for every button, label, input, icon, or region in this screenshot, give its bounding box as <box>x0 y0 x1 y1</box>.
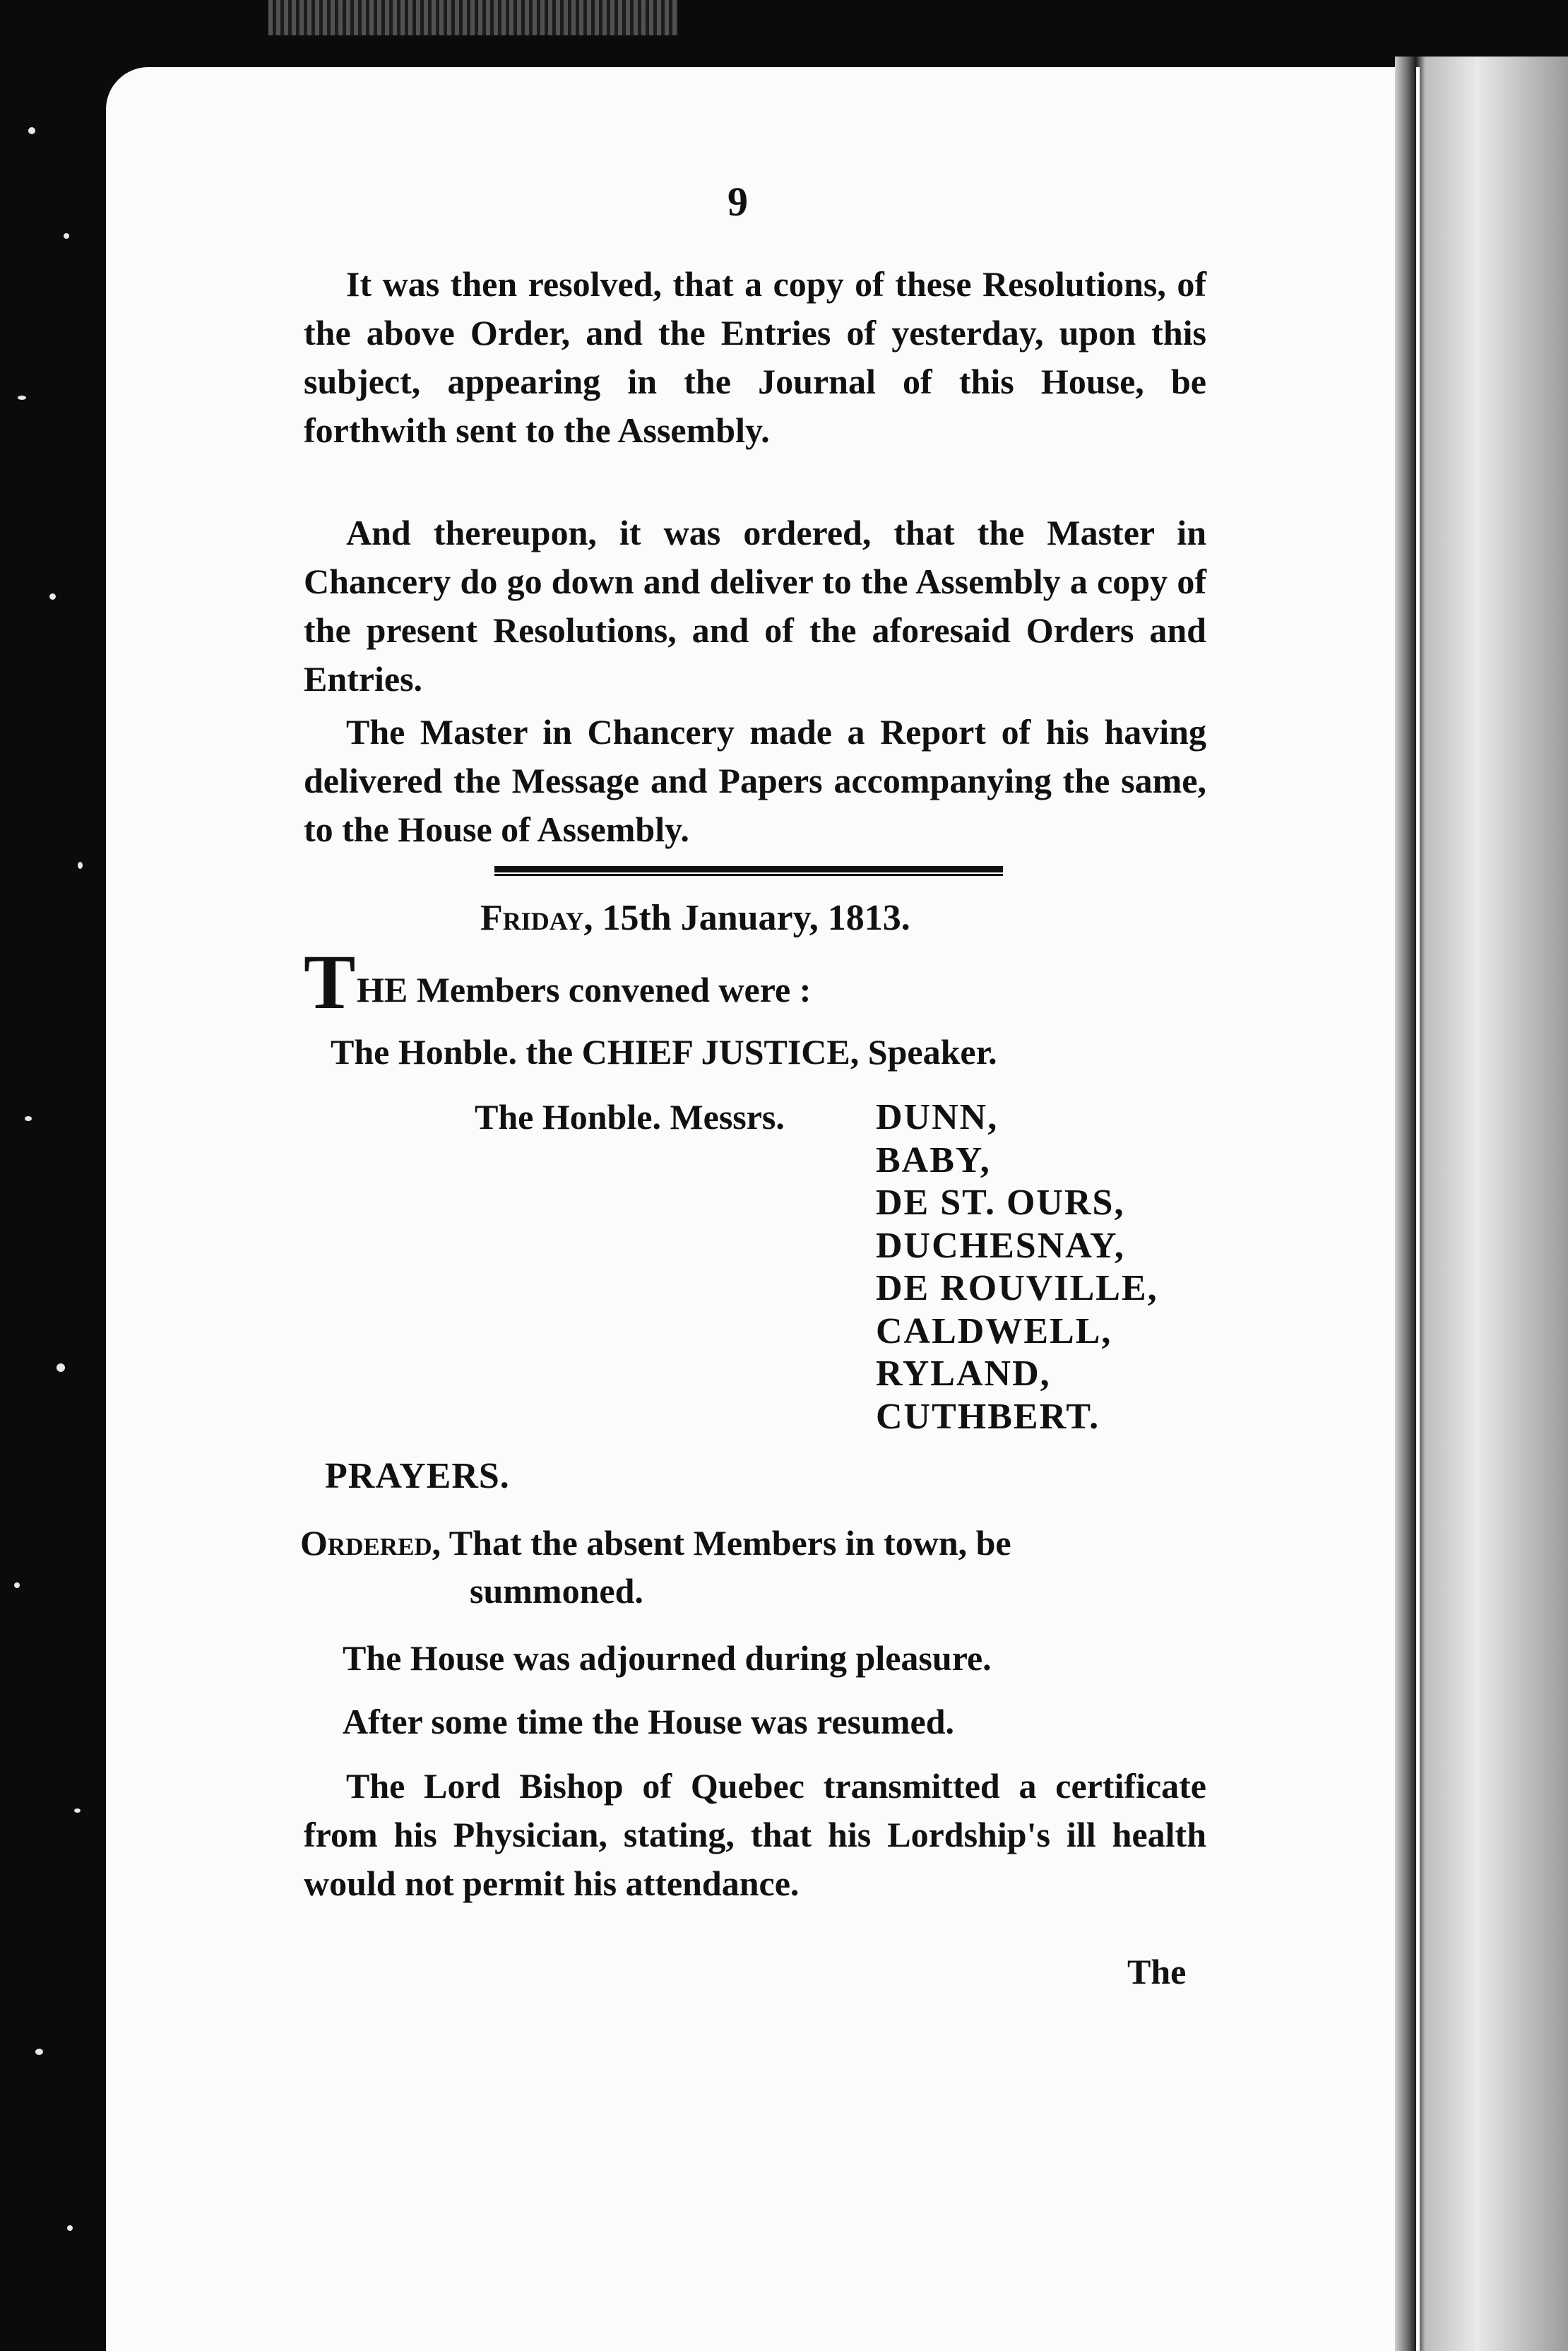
ordered-label: Ordered, <box>300 1523 441 1563</box>
ordered-entry <box>300 1519 1208 1615</box>
ordered-continuation: summoned. <box>470 1571 643 1611</box>
scan-speck <box>49 593 56 600</box>
paragraph-report: The Master in Chancery made a Report of his having delivered the Message and Papers accompanying the same, to the House of Assembly. <box>304 712 1206 849</box>
paragraph-ordered-master: And thereupon, it was ordered, that the Master in Chancery do go down and deliver to the Assembly a copy of the present Resolutions, and of the aforesaid Orders and Entries. <box>304 513 1206 699</box>
scan-speck <box>18 396 26 400</box>
scan-speck <box>28 127 35 134</box>
member-name: DE ST. OURS, <box>876 1183 1125 1223</box>
speaker-line: The Honble. the CHIEF JUSTICE, Speaker. <box>331 1032 997 1072</box>
paragraph-resolved: It was then resolved, that a copy of these Resolutions, of the above Order, and the Entries of yesterday, upon this subject, appearing in the Journal of this House, be forthwith sent to the Assembly. <box>304 264 1206 450</box>
scan-speck <box>57 1363 65 1372</box>
scan-speck <box>74 1808 81 1813</box>
member-name: RYLAND, <box>876 1354 1051 1394</box>
scan-speck <box>25 1116 32 1121</box>
scan-speck <box>78 862 83 869</box>
scan-speck <box>64 233 69 239</box>
member-name: DE ROUVILLE, <box>876 1268 1158 1308</box>
ordered-text: That the absent Members in town, be <box>449 1523 1011 1563</box>
members-convened-line: HE Members convened were : <box>357 970 812 1009</box>
date-comma: , <box>583 898 602 938</box>
adjourned-line: The House was adjourned during pleasure. <box>343 1638 992 1678</box>
member-name: DUNN, <box>876 1097 999 1137</box>
drop-cap: T <box>304 939 356 1025</box>
resumed-line: After some time the House was resumed. <box>343 1702 955 1741</box>
page-number: 9 <box>727 179 748 225</box>
page-gutter <box>1395 57 1416 2351</box>
scan-speck <box>35 2049 43 2055</box>
paragraph-bishop: The Lord Bishop of Quebec transmitted a certificate from his Physician, stating, that his Lordship's ill health would not permit his attendance. <box>304 1766 1206 1903</box>
prayers-heading: PRAYERS. <box>325 1456 510 1496</box>
binding-strip <box>268 0 678 35</box>
member-name: CUTHBERT. <box>876 1396 1100 1437</box>
member-name: CALDWELL, <box>876 1310 1112 1351</box>
member-name: BABY, <box>876 1139 991 1180</box>
session-date <box>480 897 910 939</box>
member-name: DUCHESNAY, <box>876 1225 1125 1266</box>
scan-speck <box>67 2225 73 2231</box>
catchword: The <box>1127 1952 1187 1991</box>
session-date-text: 15th January, 1813. <box>602 898 910 938</box>
messrs-label: The Honble. Messrs. <box>475 1097 785 1137</box>
member-list <box>876 1096 1158 1438</box>
session-day: Friday <box>480 898 584 938</box>
facing-page-edge <box>1416 57 1568 2351</box>
section-divider <box>494 866 1003 876</box>
scan-speck <box>14 1582 20 1588</box>
